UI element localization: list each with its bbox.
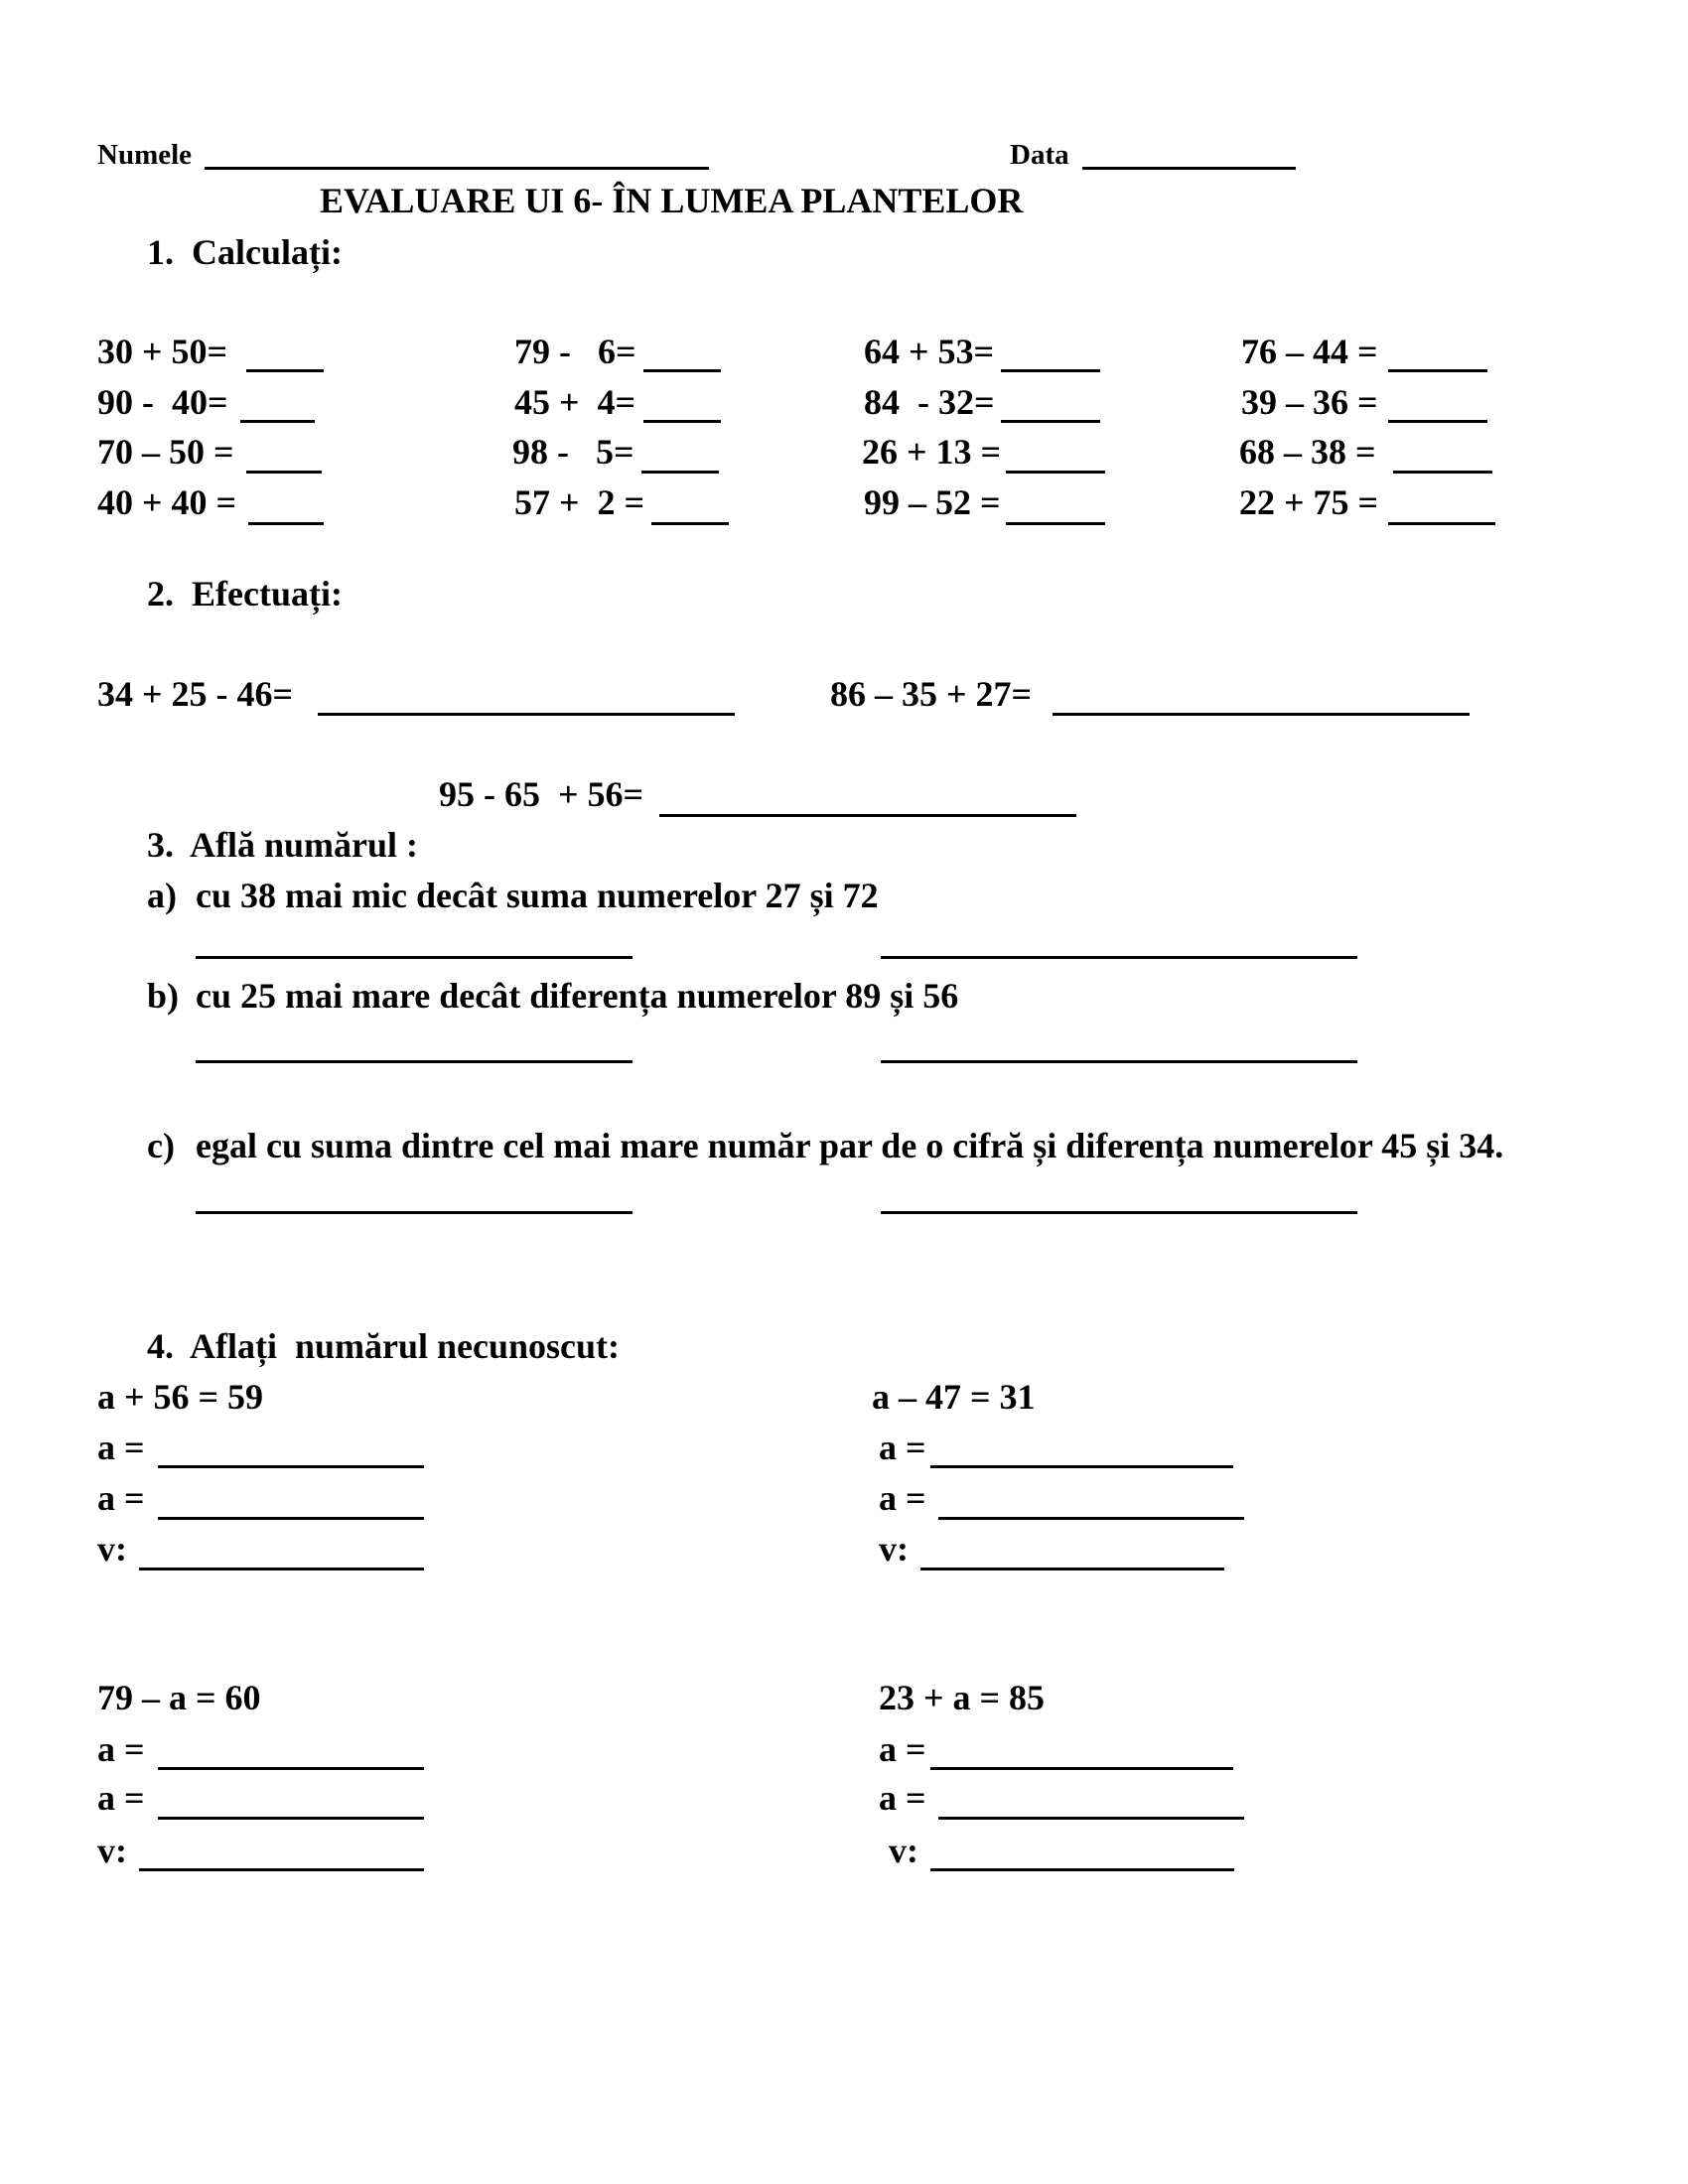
section1-heading: 1. Calculați: [147,232,343,272]
answer-field[interactable] [158,1517,424,1520]
answer-field[interactable] [1388,420,1487,423]
answer-field[interactable] [1388,369,1487,372]
check-label: v: [879,1529,917,1569]
exercise: 95 - 65 + 56= [439,774,644,814]
exercise: 34 + 25 - 46= [97,674,303,714]
answer-field[interactable] [930,1465,1233,1468]
answer-field[interactable] [196,1060,633,1063]
answer-field[interactable] [651,522,729,525]
equation: 79 – a = 60 [97,1678,261,1717]
answer-field[interactable] [930,1868,1234,1871]
answer-field[interactable] [1001,420,1100,423]
step-label: a = [97,1778,154,1818]
equation: a – 47 = 31 [872,1377,1036,1417]
answer-field[interactable] [318,713,735,716]
answer-field[interactable] [643,369,721,372]
exercise: 70 – 50 = [97,432,234,472]
step-label: a = [879,1778,935,1818]
exercise: 99 – 52 = [864,482,1001,522]
exercise: 98 - 5= [512,432,634,472]
check-label: v: [889,1831,927,1870]
answer-field[interactable] [938,1817,1244,1820]
exercise: 68 – 38 = [1239,432,1385,472]
date-label: Data [1010,139,1069,171]
exercise: 64 + 53= [864,332,995,371]
exercise: 45 + 4= [514,382,636,422]
step-label: a = [97,1478,154,1518]
item-label: c) [147,1126,175,1165]
answer-field[interactable] [930,1767,1233,1770]
answer-field[interactable] [1053,713,1470,716]
answer-field[interactable] [1006,471,1105,474]
answer-field[interactable] [158,1817,424,1820]
answer-field[interactable] [196,1211,633,1214]
answer-field[interactable] [246,369,324,372]
answer-field[interactable] [196,956,633,959]
exercise: 57 + 2 = [514,482,645,522]
step-label: a = [879,1428,926,1467]
section4-heading: 4. Aflați numărul necunoscut: [147,1326,621,1366]
step-label: a = [879,1729,926,1769]
equation: 23 + a = 85 [879,1678,1046,1717]
check-label: v: [97,1831,136,1870]
exercise: 22 + 75 = [1239,482,1379,522]
answer-field[interactable] [248,522,324,525]
answer-field[interactable] [659,814,1076,817]
answer-field[interactable] [1006,522,1105,525]
exercise: 26 + 13 = [862,432,1002,472]
section2-heading: 2. Efectuați: [147,574,343,614]
step-label: a = [97,1729,154,1769]
item-label: a) [147,876,177,915]
exercise: 39 – 36 = [1241,382,1378,422]
exercise: 84 - 32= [864,382,995,422]
exercise: 76 – 44 = [1241,332,1378,371]
page-title: EVALUARE UI 6- ÎN LUMEA PLANTELOR [320,181,1024,220]
equation: a + 56 = 59 [97,1377,264,1417]
exercise: 79 - 6= [514,332,636,371]
answer-field[interactable] [1001,369,1100,372]
item-text: cu 25 mai mare decât diferența numerelor 89 și 56 [196,976,959,1016]
item-label: b) [147,976,180,1016]
section3-heading: 3. Află numărul : [147,825,419,865]
date-field[interactable] [1082,167,1296,170]
answer-field[interactable] [920,1568,1224,1570]
answer-field[interactable] [1393,471,1492,474]
answer-field[interactable] [881,956,1357,959]
answer-field[interactable] [139,1868,424,1871]
answer-field[interactable] [139,1568,424,1570]
answer-field[interactable] [158,1767,424,1770]
name-field[interactable] [205,167,709,170]
item-text: cu 38 mai mic decât suma numerelor 27 și 72 [196,876,879,915]
exercise: 90 - 40= [97,382,228,422]
answer-field[interactable] [1388,522,1495,525]
answer-field[interactable] [881,1060,1357,1063]
exercise: 30 + 50= [97,332,237,371]
step-label: a = [97,1428,154,1467]
item-text: egal cu suma dintre cel mai mare număr par de o cifră și diferența numerelor 45 și 34. [196,1126,1504,1165]
answer-field[interactable] [240,420,315,423]
exercise: 86 – 35 + 27= [830,674,1033,714]
step-label: a = [879,1478,935,1518]
answer-field[interactable] [158,1465,424,1468]
answer-field[interactable] [938,1517,1244,1520]
answer-field[interactable] [881,1211,1357,1214]
check-label: v: [97,1529,136,1569]
answer-field[interactable] [246,471,322,474]
answer-field[interactable] [641,471,719,474]
exercise: 40 + 40 = [97,482,237,522]
answer-field[interactable] [643,420,721,423]
name-label: Numele [97,139,193,171]
